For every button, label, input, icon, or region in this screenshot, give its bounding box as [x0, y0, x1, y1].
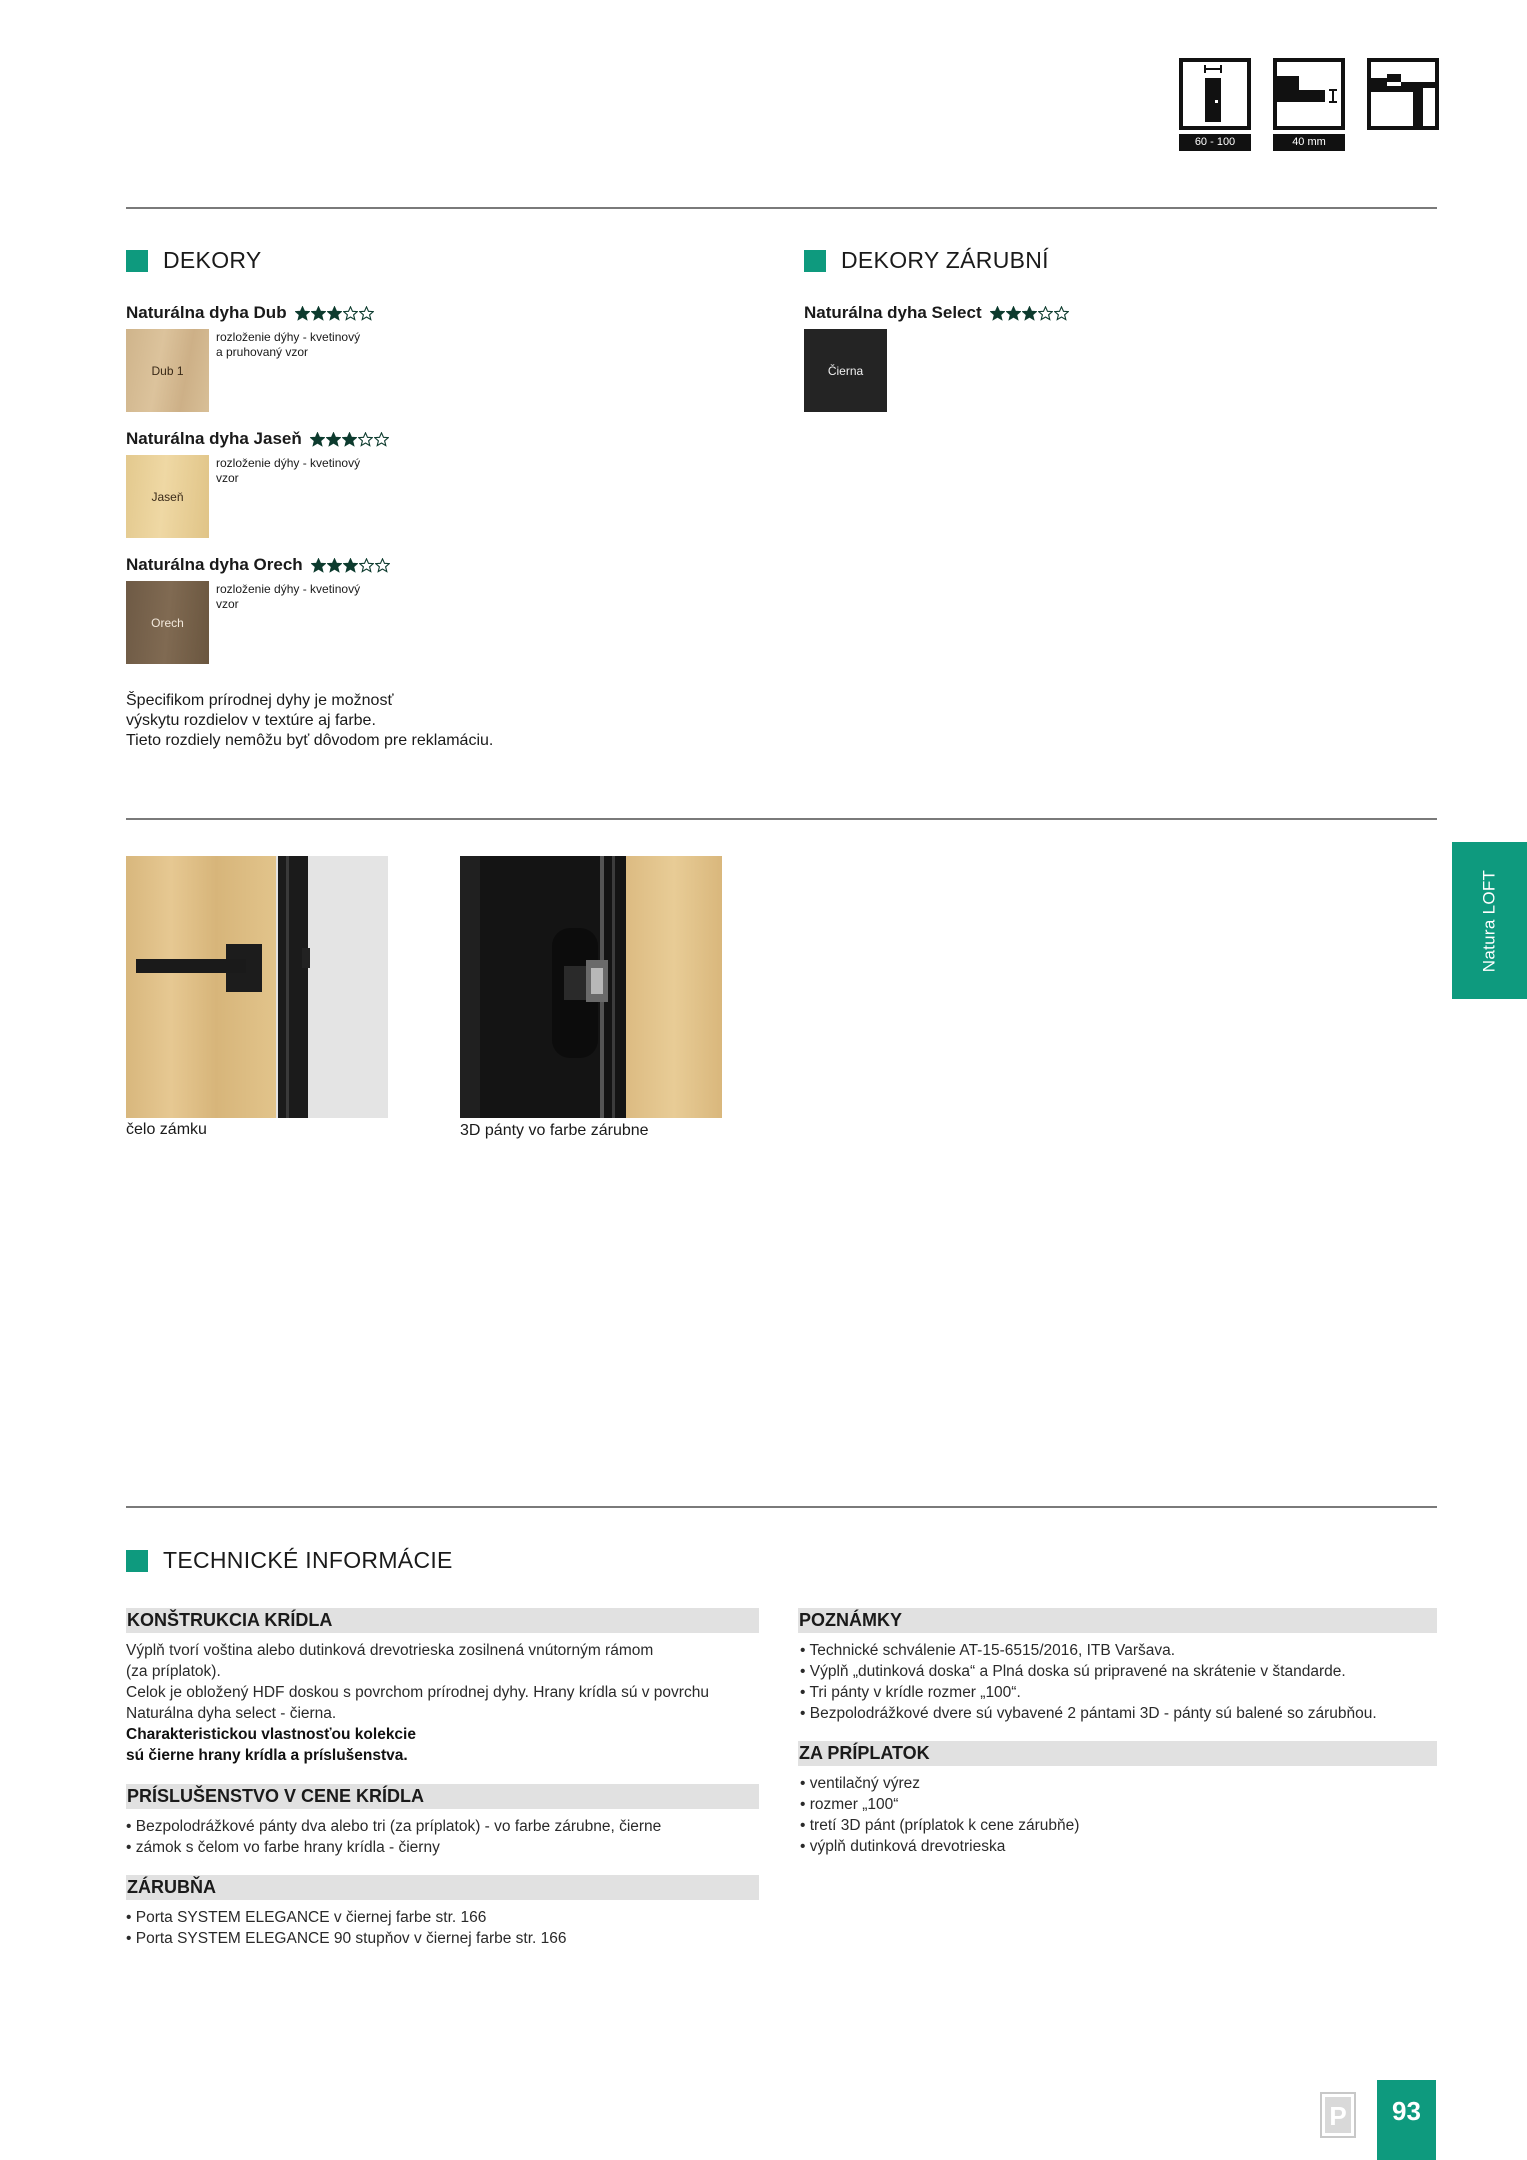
divider-top: [126, 207, 1437, 209]
star-empty-icon: [359, 306, 374, 321]
veneer-description: rozloženie dýhy - kvetinový vzor: [216, 456, 361, 485]
poznamky-list: [800, 1640, 1377, 1724]
star-empty-icon: [1038, 306, 1053, 321]
photo-caption: čelo zámku: [126, 1121, 207, 1138]
porta-logo-icon: [1320, 2092, 1356, 2138]
star-empty-icon: [358, 432, 373, 447]
door-thickness-icon: [1273, 58, 1345, 151]
star-filled-icon: [342, 432, 357, 447]
dekory-zarubni-heading: DEKORY ZÁRUBNÍ: [804, 247, 1049, 274]
accent-square: [126, 1550, 148, 1572]
veneer-title: Naturálna dyha Orech: [126, 555, 303, 574]
swatch-jasen: Jaseň: [126, 455, 209, 538]
list-item: • Porta SYSTEM ELEGANCE 90 stupňov v čiernej farbe str. 166: [126, 1928, 567, 1949]
list-item: • Tri pánty v krídle rozmer „100“.: [800, 1682, 1377, 1703]
veneer-select: [804, 303, 1069, 412]
veneer-note: Špecifikom prírodnej dyhy je možnosť výskytu rozdielov v textúre aj farbe. Tieto rozdiely nemôžu byť dôvodom pre reklamáciu.: [126, 692, 494, 749]
rating-stars: [311, 558, 390, 573]
star-empty-icon: [343, 306, 358, 321]
star-filled-icon: [1006, 306, 1021, 321]
divider-middle: [126, 818, 1437, 820]
veneer-description: rozloženie dýhy - kvetinový a pruhovaný vzor: [216, 330, 361, 359]
list-item: • Bezpolodrážkové dvere sú vybavené 2 pántami 3D - pánty sú balené so zárubňou.: [800, 1703, 1377, 1724]
veneer-title: Naturálna dyha Jaseň: [126, 429, 302, 448]
collection-side-tab: Natura LOFT: [1452, 842, 1527, 999]
door-width-icon: [1179, 58, 1251, 151]
svg-text:P: P: [1329, 2101, 1347, 2131]
priplatok-title: ZA PRÍPLATOK: [798, 1741, 1437, 1766]
star-filled-icon: [295, 306, 310, 321]
swatch-cierna: Čierna: [804, 329, 887, 412]
accent-square: [126, 250, 148, 272]
star-filled-icon: [310, 432, 325, 447]
list-item: • Porta SYSTEM ELEGANCE v čiernej farbe str. 166: [126, 1907, 567, 1928]
star-filled-icon: [327, 558, 342, 573]
dekory-heading: DEKORY: [126, 247, 262, 274]
list-item: • Technické schválenie AT-15-6515/2016, ITB Varšava.: [800, 1640, 1377, 1661]
veneer-orech: [126, 555, 390, 664]
konstrukcia-text: Výplň tvorí voština alebo dutinková drevotrieska zosilnená vnútorným rámom (za príplatok). Celok je obložený HDF doskou s povrchom prírodnej dyhy. Hrany krídla sú v povrchu Naturálna dyha select - čierna. Charakteristickou vlastnosťou kolekcie sú čierne hrany krídla a príslušenstva.: [126, 1642, 709, 1764]
list-item: • Bezpolodrážkové pánty dva alebo tri (za príplatok) - vo farbe zárubne, čierne: [126, 1816, 661, 1837]
star-filled-icon: [1022, 306, 1037, 321]
tech-heading: TECHNICKÉ INFORMÁCIE: [126, 1547, 453, 1574]
frame-profile-icon: [1367, 58, 1439, 151]
priplatok-list: [800, 1773, 1079, 1857]
star-empty-icon: [374, 432, 389, 447]
list-item: • tretí 3D pánt (príplatok k cene zárubňe): [800, 1815, 1079, 1836]
door-width-caption: 60 - 100: [1179, 134, 1251, 151]
prislusenstvo-title: PRÍSLUŠENSTVO V CENE KRÍDLA: [126, 1784, 759, 1809]
door-thickness-caption: 40 mm: [1273, 134, 1345, 151]
header-icons: [1179, 58, 1439, 151]
veneer-title: Naturálna dyha Dub: [126, 303, 287, 322]
list-item: • zámok s čelom vo farbe hrany krídla - čierny: [126, 1837, 661, 1858]
konstrukcia-title: KONŠTRUKCIA KRÍDLA: [126, 1608, 759, 1633]
prislusenstvo-list: [126, 1816, 661, 1858]
divider-bottom: [126, 1506, 1437, 1508]
accent-square: [804, 250, 826, 272]
star-empty-icon: [375, 558, 390, 573]
swatch-dub: Dub 1: [126, 329, 209, 412]
list-item: • výplň dutinková drevotrieska: [800, 1836, 1079, 1857]
rating-stars: [990, 306, 1069, 321]
zarubna-list: [126, 1907, 567, 1949]
rating-stars: [295, 306, 374, 321]
star-filled-icon: [327, 306, 342, 321]
star-filled-icon: [343, 558, 358, 573]
star-filled-icon: [990, 306, 1005, 321]
zarubna-title: ZÁRUBŇA: [126, 1875, 759, 1900]
star-empty-icon: [1054, 306, 1069, 321]
list-item: • Výplň „dutinková doska“ a Plná doska sú pripravené na skrátenie v štandarde.: [800, 1661, 1377, 1682]
star-empty-icon: [359, 558, 374, 573]
star-filled-icon: [326, 432, 341, 447]
veneer-description: rozloženie dýhy - kvetinový vzor: [216, 582, 361, 611]
photo-caption: 3D pánty vo farbe zárubne: [460, 1122, 649, 1139]
swatch-orech: Orech: [126, 581, 209, 664]
star-filled-icon: [311, 306, 326, 321]
list-item: • rozmer „100“: [800, 1794, 1079, 1815]
poznamky-title: POZNÁMKY: [798, 1608, 1437, 1633]
list-item: • ventilačný výrez: [800, 1773, 1079, 1794]
star-filled-icon: [311, 558, 326, 573]
veneer-title: Naturálna dyha Select: [804, 303, 982, 322]
photo-lock-face: [126, 856, 388, 1118]
veneer-dub: [126, 303, 386, 412]
veneer-jasen: [126, 429, 389, 538]
rating-stars: [310, 432, 389, 447]
page-number: 93: [1377, 2080, 1436, 2160]
photo-3d-hinges: [460, 856, 722, 1118]
